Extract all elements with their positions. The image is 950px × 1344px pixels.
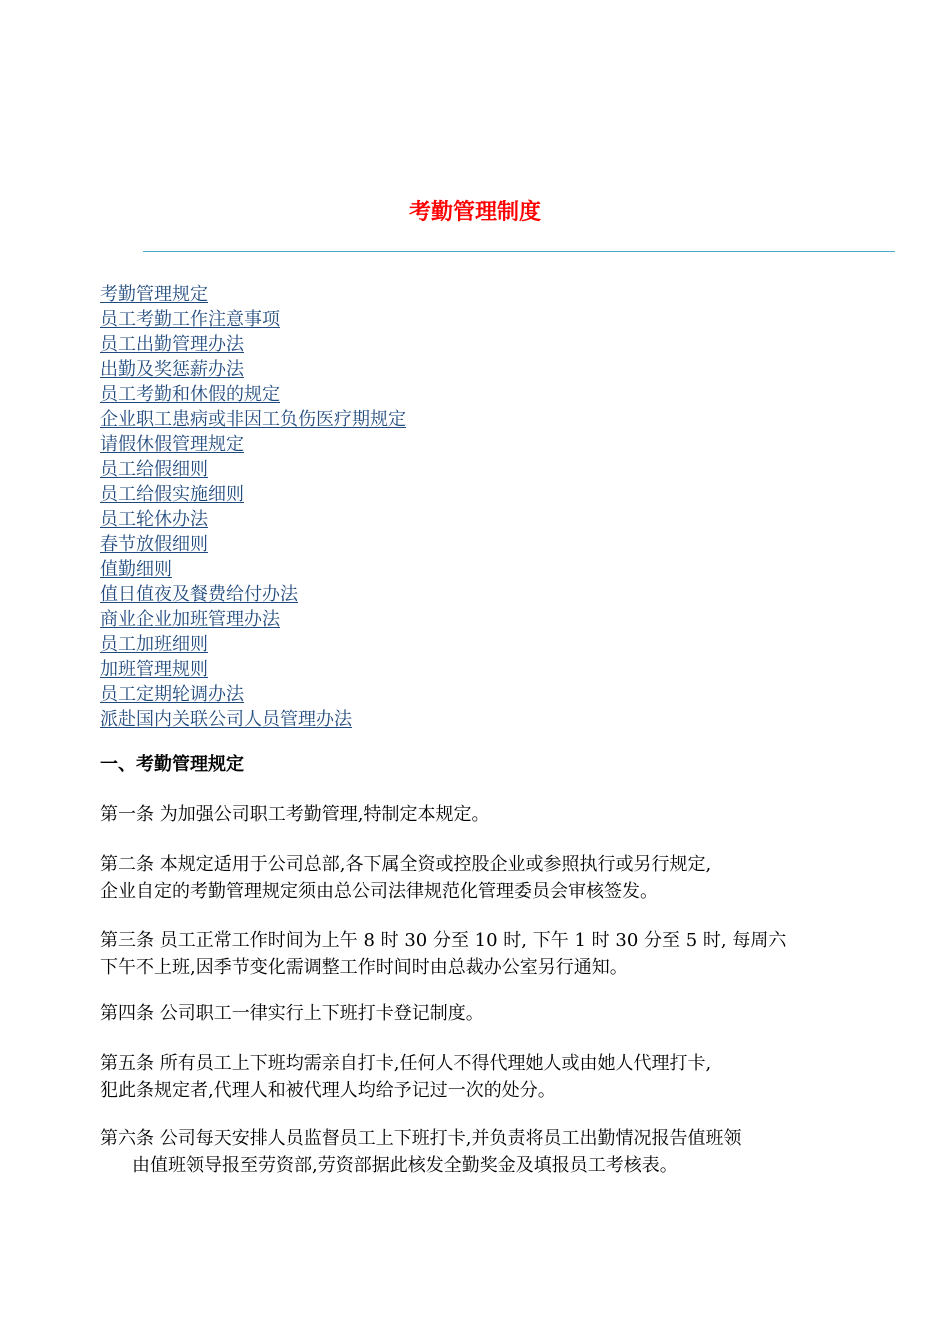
toc-link[interactable]: 值勤细则: [100, 559, 172, 580]
toc-link[interactable]: 派赴国内关联公司人员管理办法: [100, 709, 352, 730]
toc-item: [100, 407, 900, 432]
toc-item: [100, 657, 900, 682]
toc-link[interactable]: 员工考勤和休假的规定: [100, 384, 280, 405]
toc-link[interactable]: 商业企业加班管理办法: [100, 609, 280, 630]
toc-link[interactable]: 出勤及奖惩薪办法: [100, 359, 244, 380]
article-line: 第五条 所有员工上下班均需亲自打卡,任何人不得代理她人或由她人代理打卡,: [100, 1053, 712, 1074]
article-line: 第四条 公司职工一律实行上下班打卡登记制度。: [100, 1003, 484, 1024]
table-of-contents: [100, 282, 900, 732]
section-heading: 一、考勤管理规定: [100, 754, 244, 775]
toc-link[interactable]: 员工轮休办法: [100, 509, 208, 530]
toc-link[interactable]: 企业职工患病或非因工负伤医疗期规定: [100, 409, 406, 430]
toc-item: [100, 307, 900, 332]
toc-link[interactable]: 加班管理规则: [100, 659, 208, 680]
toc-item: [100, 582, 900, 607]
article-5: [100, 1050, 860, 1104]
article-3: [100, 927, 860, 981]
toc-link[interactable]: 值日值夜及餐费给付办法: [100, 584, 298, 605]
toc-link[interactable]: 员工出勤管理办法: [100, 334, 244, 355]
toc-link[interactable]: 考勤管理规定: [100, 284, 208, 305]
toc-link[interactable]: 员工给假实施细则: [100, 484, 244, 505]
article-line: 第一条 为加强公司职工考勤管理,特制定本规定。: [100, 804, 490, 825]
article-line: 第六条 公司每天安排人员监督员工上下班打卡,并负责将员工出勤情况报告值班领: [100, 1128, 742, 1149]
toc-link[interactable]: 员工定期轮调办法: [100, 684, 244, 705]
article-2: [100, 851, 860, 905]
article-1: [100, 801, 860, 828]
toc-item: [100, 682, 900, 707]
toc-item: [100, 507, 900, 532]
toc-link[interactable]: 请假休假管理规定: [100, 434, 244, 455]
toc-link[interactable]: 员工给假细则: [100, 459, 208, 480]
toc-item: [100, 707, 900, 732]
toc-item: [100, 457, 900, 482]
toc-item: [100, 607, 900, 632]
article-line: 第二条 本规定适用于公司总部,各下属全资或控股企业或参照执行或另行规定,: [100, 854, 712, 875]
article-4: [100, 1000, 860, 1027]
toc-link[interactable]: 员工考勤工作注意事项: [100, 309, 280, 330]
title-divider: [143, 251, 895, 252]
document-title: 考勤管理制度: [408, 200, 541, 225]
article-line: 下午不上班,因季节变化需调整工作时间时由总裁办公室另行通知。: [100, 957, 628, 978]
toc-item: [100, 282, 900, 307]
toc-item: [100, 432, 900, 457]
toc-item: [100, 557, 900, 582]
toc-item: [100, 357, 900, 382]
article-line: 由值班领导报至劳资部,劳资部据此核发全勤奖金及填报员工考核表。: [132, 1155, 678, 1176]
article-line: 第三条 员工正常工作时间为上午 8 时 30 分至 10 时, 下午 1 时 30 分至 5 时, 每周六: [100, 930, 787, 951]
article-line: 犯此条规定者,代理人和被代理人均给予记过一次的处分。: [100, 1080, 556, 1101]
toc-item: [100, 532, 900, 557]
toc-item: [100, 332, 900, 357]
toc-link[interactable]: 员工加班细则: [100, 634, 208, 655]
article-line: 企业自定的考勤管理规定须由总公司法律规范化管理委员会审核签发。: [100, 881, 658, 902]
toc-link[interactable]: 春节放假细则: [100, 534, 208, 555]
toc-item: [100, 632, 900, 657]
article-6: [100, 1125, 860, 1179]
toc-item: [100, 482, 900, 507]
toc-item: [100, 382, 900, 407]
